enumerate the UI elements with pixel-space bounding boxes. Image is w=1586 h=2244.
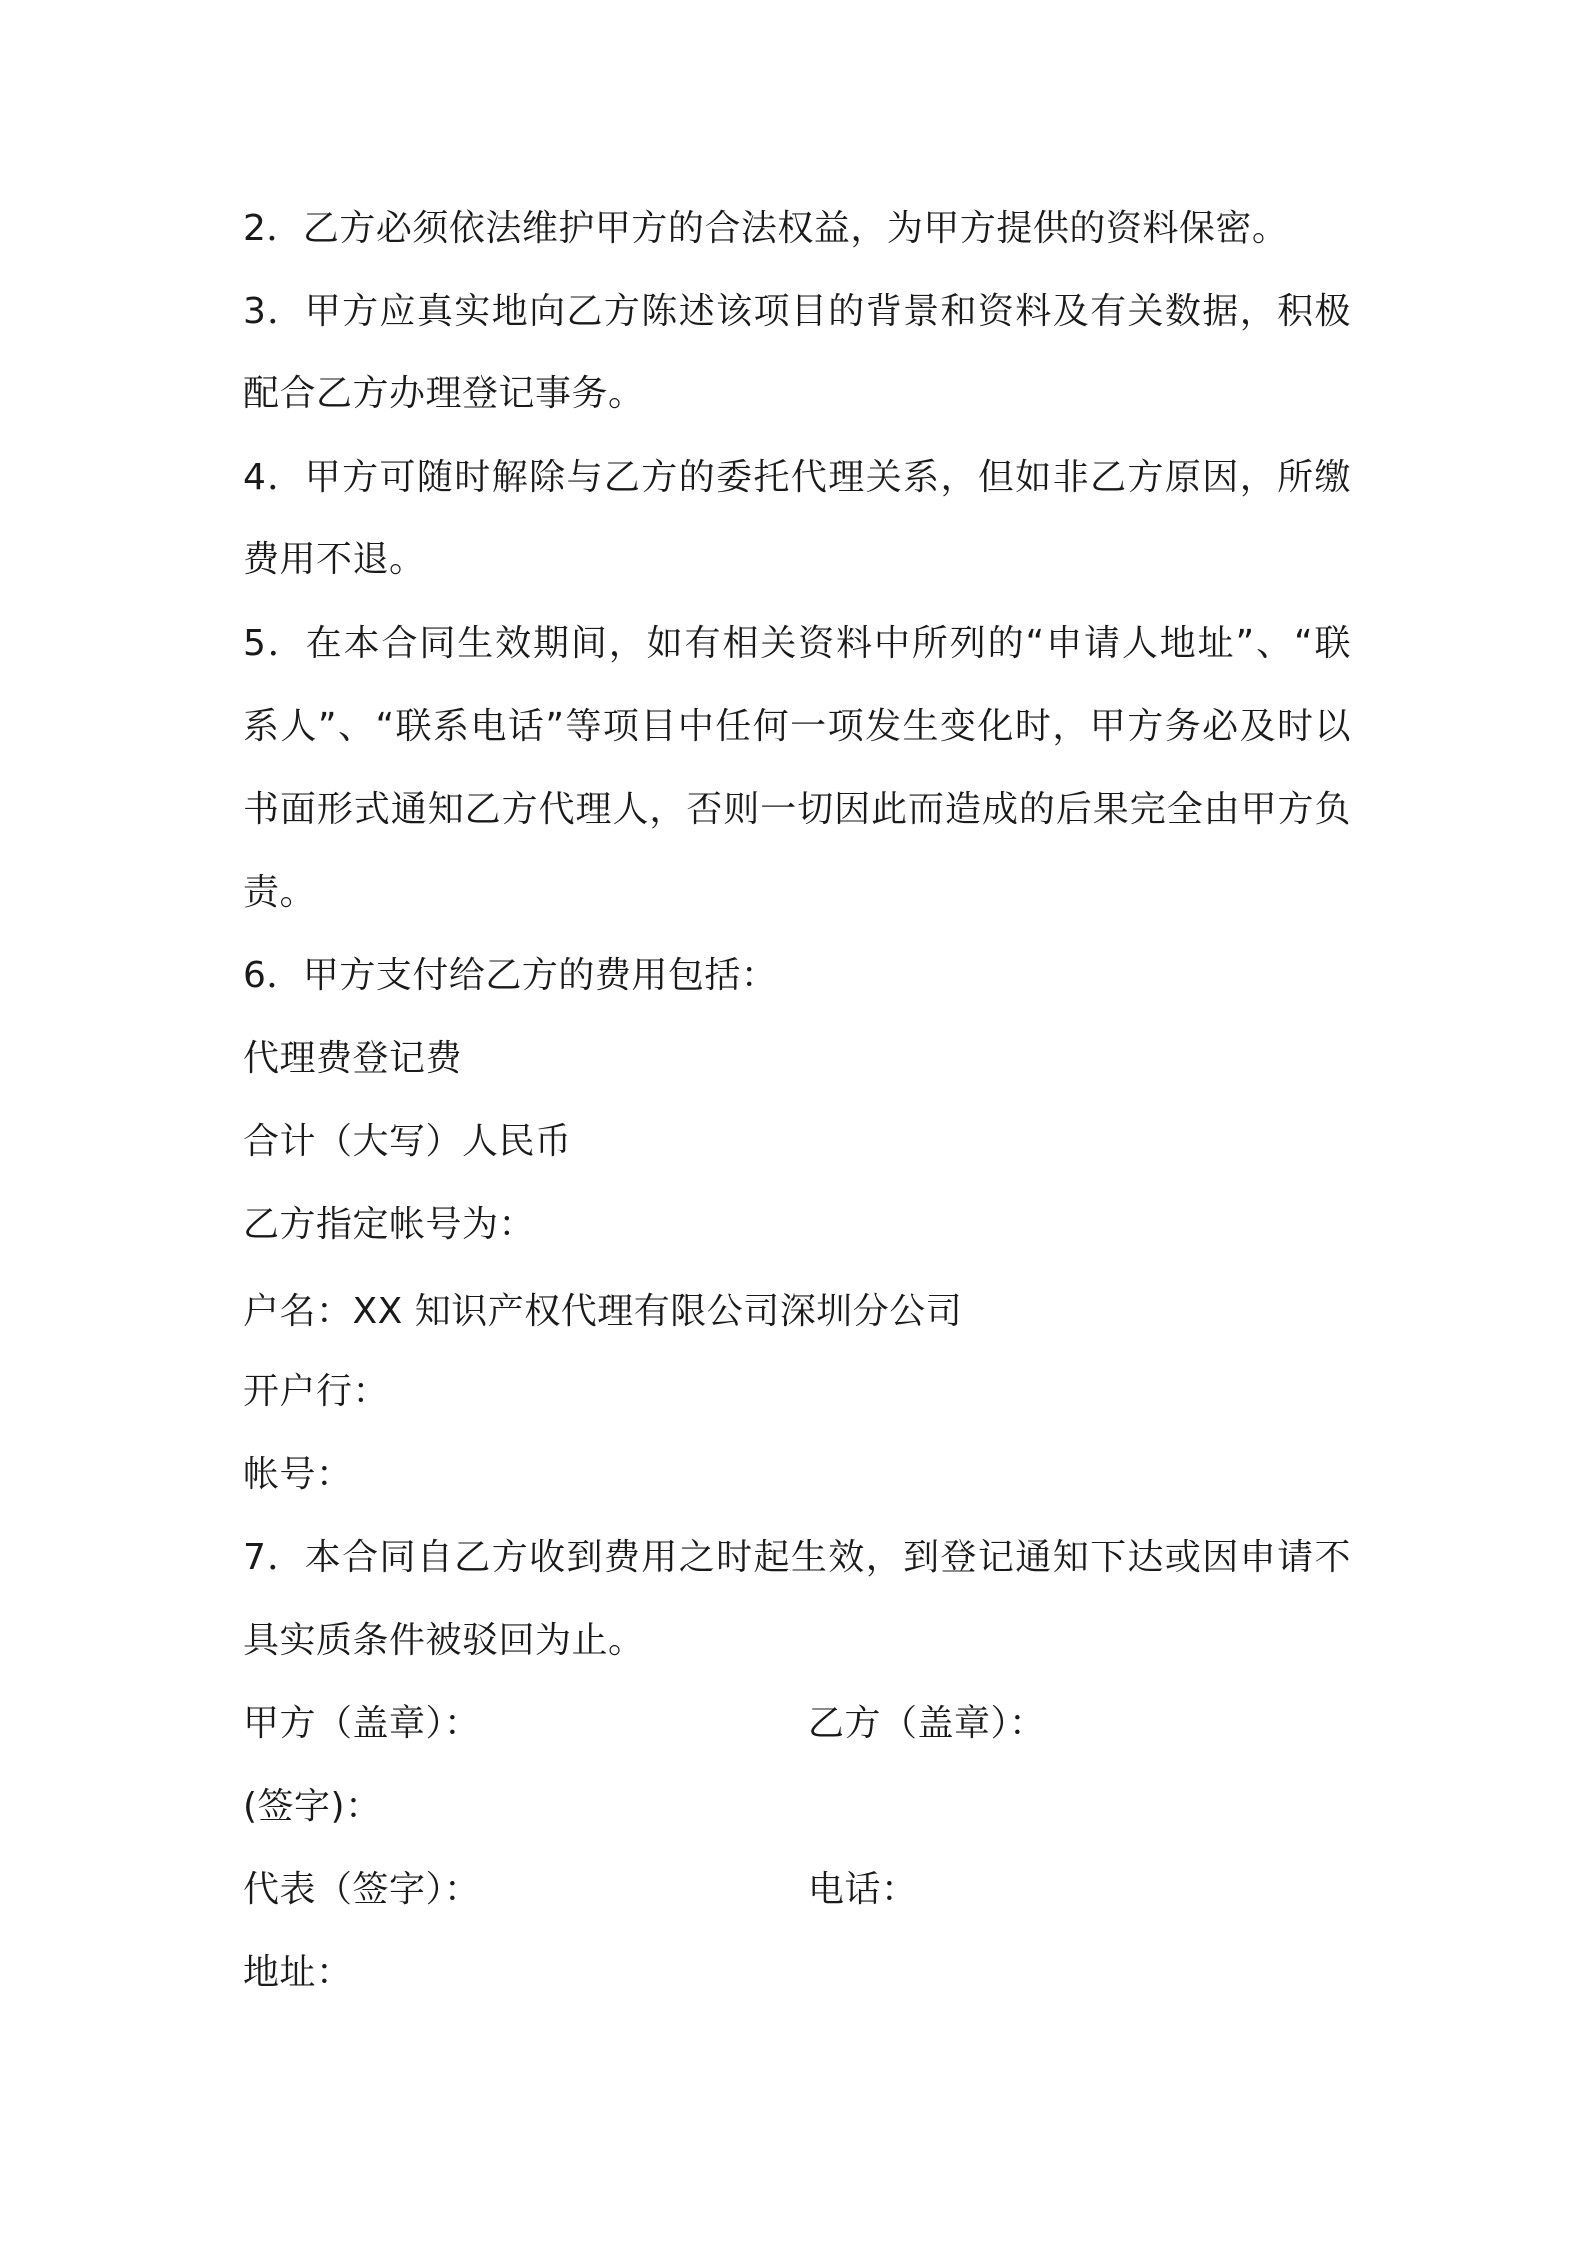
- clause-5-line-2: 系人”、“联系电话”等项目中任何一项发生变化时，甲方务必及时以: [243, 706, 1351, 747]
- fee-items: 代理费登记费: [243, 1038, 463, 1079]
- clause-5-line-4: 责。: [243, 872, 317, 913]
- representative-label: 代表（签字）：: [243, 1869, 481, 1910]
- clause-3-line-1: 3．甲方应真实地向乙方陈述该项目的背景和资料及有关数据，积极: [243, 291, 1351, 332]
- clause-4-line-2: 费用不退。: [243, 539, 426, 580]
- account-number: 帐号：: [243, 1454, 353, 1495]
- clause-4-line-1: 4．甲方可随时解除与乙方的委托代理关系，但如非乙方原因，所缴: [243, 457, 1351, 498]
- clause-2-line-1: 2．乙方必须依法维护甲方的合法权益，为甲方提供的资料保密。: [243, 208, 1289, 249]
- clause-6-line-1: 6．甲方支付给乙方的费用包括：: [243, 955, 778, 996]
- bank-name: 开户行：: [243, 1371, 390, 1412]
- address-label: 地址：: [243, 1952, 353, 1993]
- phone-label: 电话：: [808, 1869, 918, 1910]
- account-intro: 乙方指定帐号为：: [243, 1204, 536, 1245]
- clause-7-line-2: 具实质条件被驳回为止。: [243, 1620, 645, 1661]
- clause-7-line-1: 7．本合同自乙方收到费用之时起生效，到登记通知下达或因申请不: [243, 1537, 1351, 1578]
- account-name: 户名：XX 知识产权代理有限公司深圳分公司: [243, 1291, 963, 1332]
- clause-3-line-2: 配合乙方办理登记事务。: [243, 373, 645, 414]
- clause-5-line-3: 书面形式通知乙方代理人，否则一切因此而造成的后果完全由甲方负: [243, 789, 1351, 830]
- party-a-seal-label: 甲方（盖章）：: [243, 1703, 481, 1744]
- clause-5-line-1: 5．在本合同生效期间，如有相关资料中所列的“申请人地址”、“联: [243, 623, 1351, 664]
- fee-total: 合计（大写）人民币: [243, 1121, 572, 1162]
- party-b-seal-label: 乙方（盖章）：: [808, 1703, 1046, 1744]
- signature-label: (签字)：: [243, 1786, 382, 1827]
